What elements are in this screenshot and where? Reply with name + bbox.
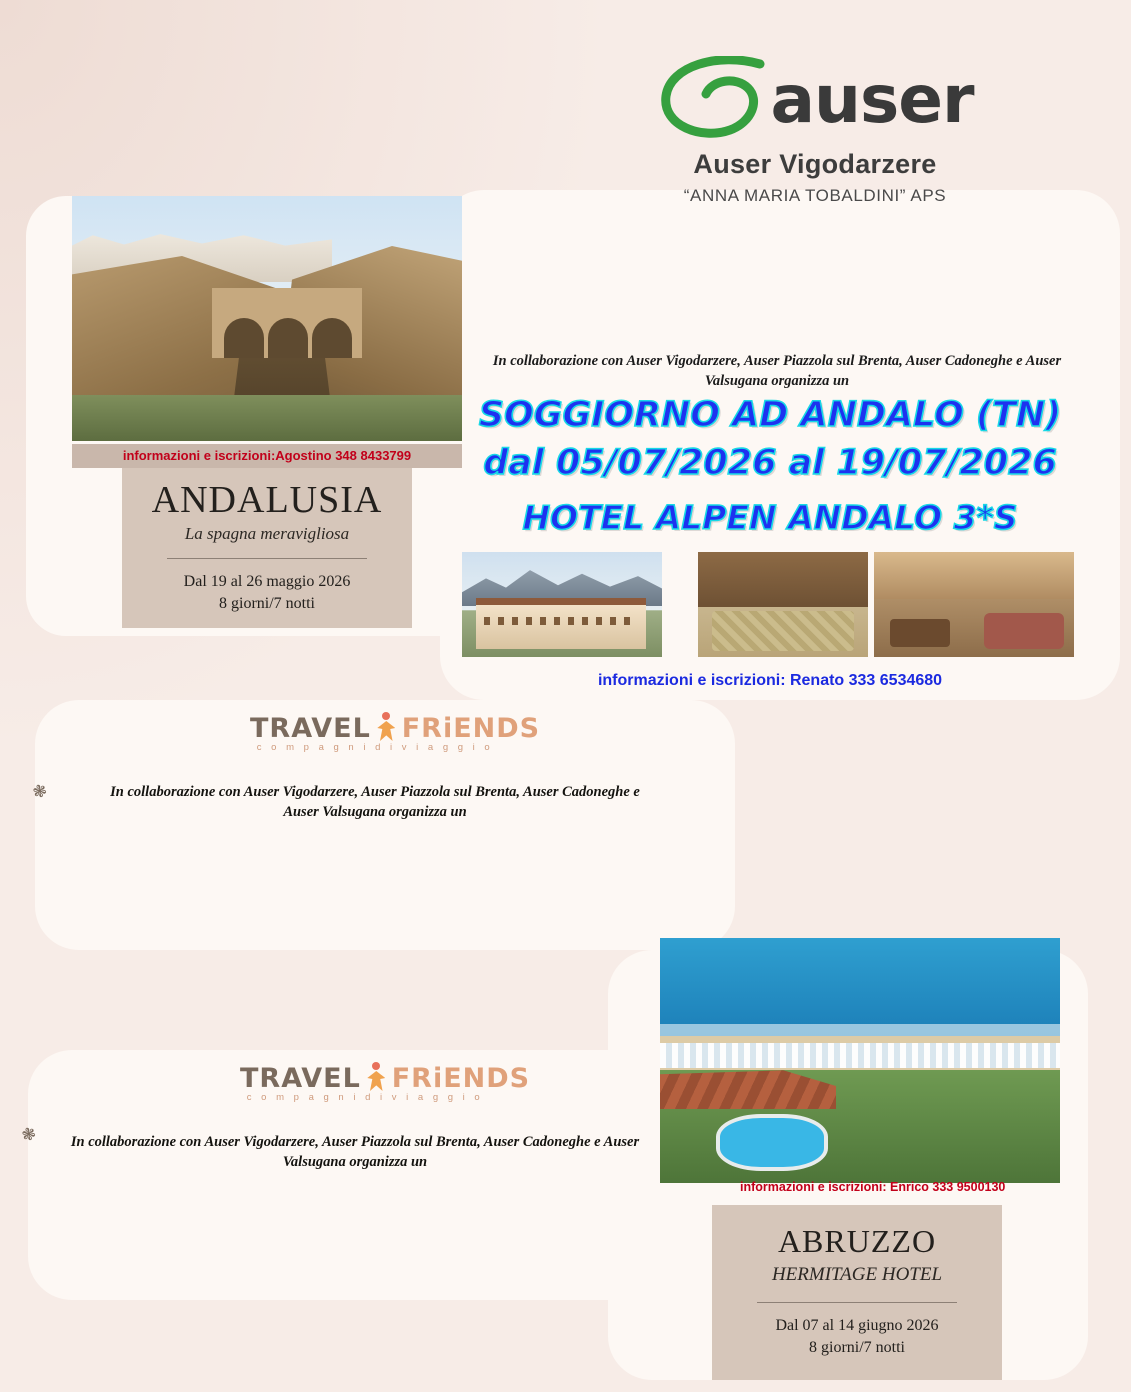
croazia-intro-text: In collaborazione con Auser Vigodarzere, Auser Piazzola sul Brenta, Auser Cadoneghe e Auser Valsugana organizza un <box>70 1134 640 1171</box>
auser-aps-line: “ANNA MARIA TOBALDINI” APS <box>683 186 947 205</box>
abruzzo-dates: Dal 07 al 14 giugno 2026 <box>775 1317 939 1334</box>
tf-person-icon <box>375 712 397 742</box>
abruzzo-subtitle: HERMITAGE HOTEL <box>771 1264 943 1285</box>
abruzzo-title: ABRUZZO <box>777 1223 937 1259</box>
andalo-intro-text: In collaborazione con Auser Vigodarzere, Auser Piazzola sul Brenta, Auser Cadoneghe e Auser Valsugana organizza un <box>492 353 1062 389</box>
tf-friends-word: FRiENDS <box>401 713 541 744</box>
travel-friends-logo-2 <box>240 1062 531 1110</box>
abruzzo-photo <box>660 938 1060 1183</box>
andalusia-divider <box>167 558 367 559</box>
auser-org-name: Auser Vigodarzere <box>693 149 937 179</box>
andalusia-dates: Dal 19 al 26 maggio 2026 <box>183 573 351 590</box>
andalo-lobby-photo <box>874 552 1074 657</box>
andalo-title-line-2: dal 05/07/2026 al 19/07/2026 <box>483 443 1057 483</box>
tf-tagline-2: c o m p a g n i d i v i a g g i o <box>246 1092 484 1103</box>
tf-travel-word-2: TRAVEL <box>240 1063 361 1094</box>
andalusia-details-panel <box>122 468 412 628</box>
abruzzo-contact: informazioni e iscrizioni: Enrico 333 9500130 <box>740 1180 1006 1194</box>
abruzzo-duration: 8 giorni/7 notti <box>809 1338 905 1356</box>
andalusia-contact-banner: informazioni e iscrizioni:Agostino 348 8433799 <box>72 444 462 468</box>
andalo-title-line-1: SOGGIORNO AD ANDALO (TN) <box>478 395 1062 435</box>
tf-travel-word: TRAVEL <box>250 713 371 744</box>
tf-person-icon-2 <box>365 1062 387 1092</box>
bird-icon: ❃ <box>30 780 50 803</box>
bird-icon-2: ❃ <box>19 1123 39 1146</box>
andalusia-title: ANDALUSIA <box>151 479 383 521</box>
auser-logo <box>600 55 1030 206</box>
travel-friends-logo <box>250 712 541 760</box>
abruzzo-divider <box>757 1302 957 1303</box>
tf-friends-word-2: FRiENDS <box>391 1063 531 1094</box>
abruzzo-details-panel <box>712 1205 1002 1380</box>
andalusia-photo <box>72 196 462 441</box>
andalusia-subtitle: La spagna meravigliosa <box>184 524 350 543</box>
andalo-title-line-3: HOTEL ALPEN ANDALO 3*S <box>522 498 1018 537</box>
andalo-contact: informazioni e iscrizioni: Renato 333 6534680 <box>597 672 943 689</box>
andalo-room-photo <box>698 552 868 657</box>
auser-swoosh-icon <box>656 56 776 144</box>
andalusia-duration: 8 giorni/7 notti <box>219 594 315 612</box>
tf-tagline: c o m p a g n i d i v i a g g i o <box>256 742 494 753</box>
tuscia-intro-text: In collaborazione con Auser Vigodarzere, Auser Piazzola sul Brenta, Auser Cadoneghe e Auser Valsugana organizza un <box>110 784 640 821</box>
andalo-hotel-exterior-photo <box>462 552 662 657</box>
andalo-photo-strip <box>462 552 1074 657</box>
auser-wordmark: auser <box>770 61 974 138</box>
